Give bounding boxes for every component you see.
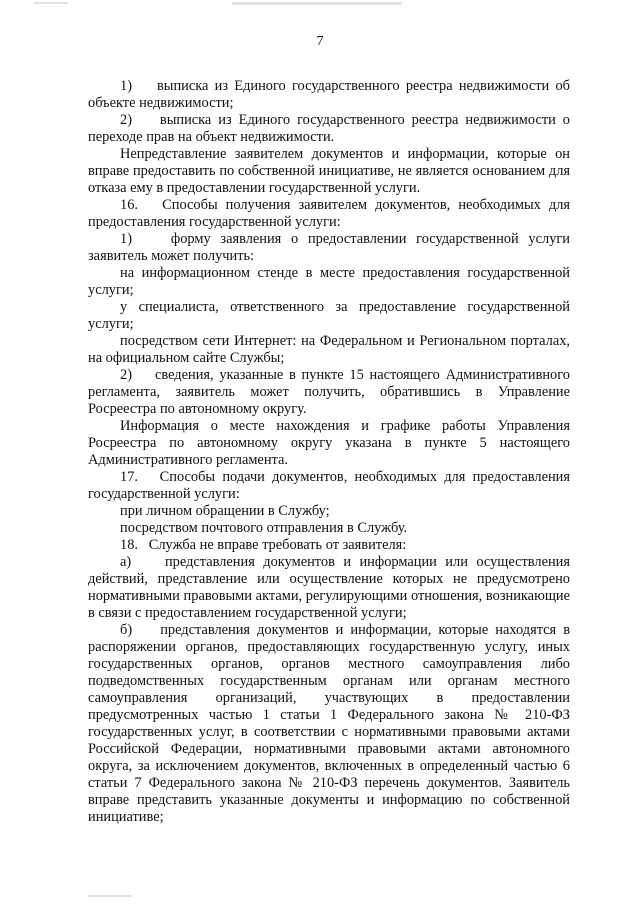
paragraph-personal-visit: при личном обращении в Службу;	[120, 503, 330, 519]
paragraph-internet: посредством сети Интернет: на Федеральном и Региональном порталах, на официальном сайте Службы;	[88, 333, 570, 366]
paragraph-non-submission: Непредставление заявителем документов и информации, которые он вправе предоставить по собственной инициативе, не является основанием для отказа ему в предоставлении государственной услуги.	[88, 146, 570, 196]
paragraph-postal: посредством почтового отправления в Службу.	[120, 520, 408, 536]
paragraph-18-item-b: б) представления документов и информации, которые находятся в распоряжении органов, предоставляющих государственную услугу, иных государственных органов, органов местного самоуправления либо подведомственных государственным органам или органам местного самоуправления организаций, участвующих в предоставлении предусмотренных частью 1 статьи 1 Федерального закона № 210-ФЗ государственных услуг, в соответствии с нормативными правовыми актами Российской Федерации, нормативными правовыми актами автономного округа, за исключением документов, включенных в определенный частью 6 статьи 7 Федерального закона № 210-ФЗ перечень документов. Заявитель вправе представить указанные документы и информацию по собственной инициативе;	[88, 622, 570, 825]
scan-artifact-bottom	[88, 895, 132, 897]
paragraph-location-info: Информация о месте нахождения и графике работы Управления Росреестра по автономному округу указана в пункте 5 настоящего Административного регламента.	[88, 418, 570, 468]
document-body	[88, 78, 570, 826]
paragraph-item-2: 2) выписка из Единого государственного реестра недвижимости о переходе прав на объект недвижимости.	[88, 112, 570, 145]
paragraph-section-18: 18. Служба не вправе требовать от заявителя:	[120, 537, 407, 553]
scan-artifact-top	[232, 2, 402, 5]
paragraph-info-stand: на информационном стенде в месте предоставления государственной услуги;	[88, 265, 570, 298]
page-number: 7	[316, 34, 324, 49]
paragraph-item-1: 1) выписка из Единого государственного реестра недвижимости об объекте недвижимости;	[88, 78, 570, 111]
paragraph-section-16: 16. Способы получения заявителем документов, необходимых для предоставления государственной услуги:	[88, 197, 570, 230]
paragraph-section-17: 17. Способы подачи документов, необходимых для предоставления государственной услуги:	[88, 469, 570, 502]
paragraph-18-item-a: а) представления документов и информации или осуществления действий, представление или осуществление которых не предусмотрено нормативными правовыми актами, регулирующими отношения, возникающие в связи с предоставлением государственной услуги;	[88, 554, 570, 621]
paragraph-16-item-1: 1) форму заявления о предоставлении государственной услуги заявитель может получить:	[88, 231, 570, 264]
paragraph-specialist: у специалиста, ответственного за предоставление государственной услуги;	[88, 299, 570, 332]
scan-artifact-corner	[34, 2, 68, 4]
paragraph-16-item-2: 2) сведения, указанные в пункте 15 настоящего Административного регламента, заявитель может получить, обратившись в Управление Росреестра по автономному округу.	[88, 367, 570, 417]
